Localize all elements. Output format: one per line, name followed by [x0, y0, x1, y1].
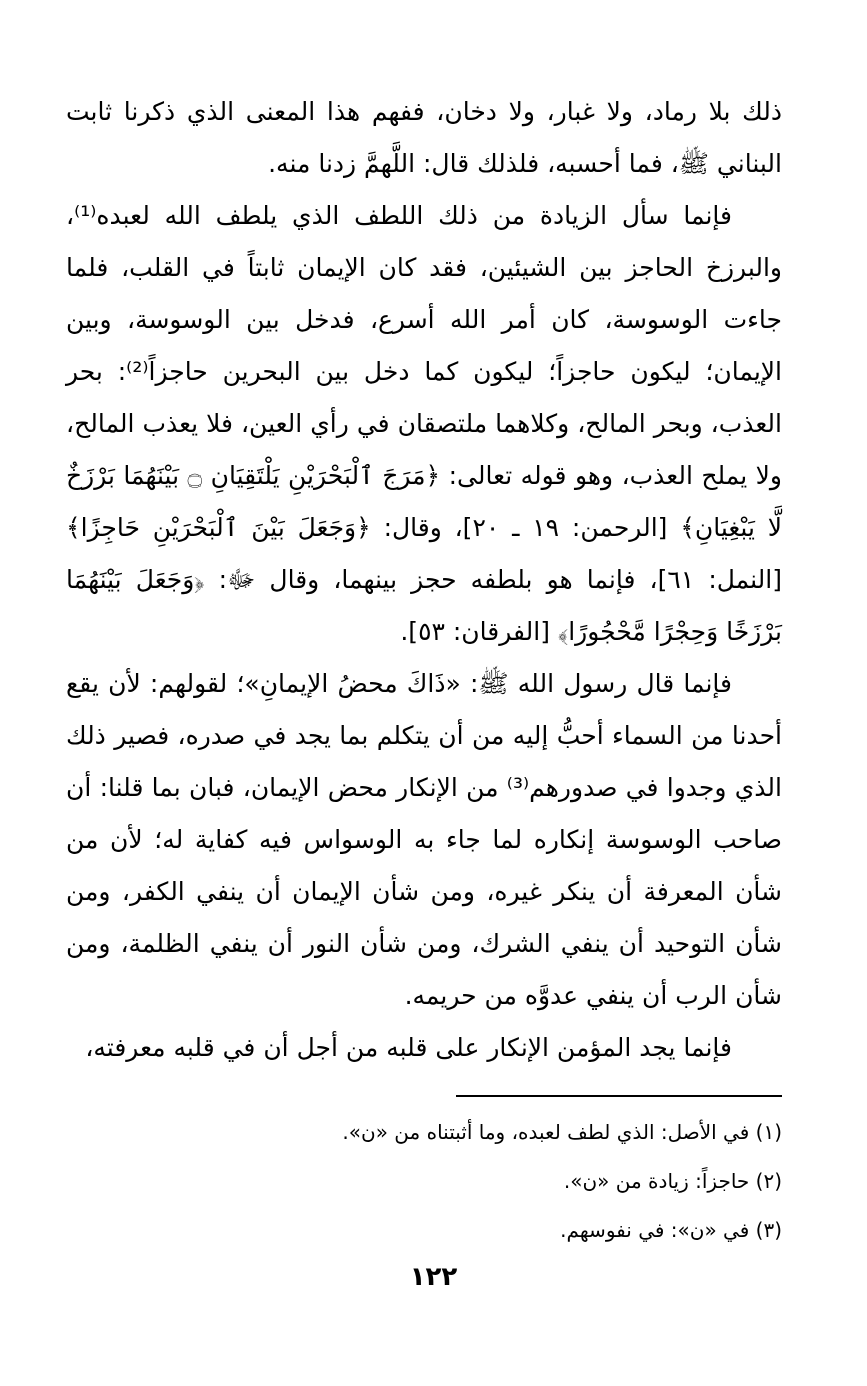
paragraph: فإنما سأل الزيادة من ذلك اللطف الذي يلطف الله لعبده⁽¹⁾، والبرزخ الحاجز بين الشيئين، فقد كان الإيمان ثابتاً في القلب، فلما جاءت الوسوسة، كان أمر الله أسرع، فدخل بين الوسوسة، وبين الإيمان؛ ليكون حاجزاً؛ ليكون كما دخل بين البحرين حاجزاً⁽²⁾: بحر العذب، وبحر المالح، وكلاهما ملتصقان في رأي العين، فلا يعذب المالح، ولا يملح العذب، وهو قوله تعالى: ﴿مَرَجَ ٱلْبَحْرَيْنِ يَلْتَقِيَانِ ۝ بَيْنَهُمَا بَرْزَخٌ لَّا يَبْغِيَانِ﴾ [الرحمن: ١٩ ـ ٢٠]، وقال: ﴿وَجَعَلَ بَيْنَ ٱلْبَحْرَيْنِ حَاجِزًا﴾ [النمل: ٦١]، فإنما هو بلطفه حجز بينهما، وقال ﷻ: ﴿وَجَعَلَ بَيْنَهُمَا بَرْزَخًا وَحِجْرًا مَّحْجُورًا﴾ [الفرقان: ٥٣].: [66, 201, 782, 646]
footnote: (٣) في «ن»: في نفوسهم.: [560, 1218, 782, 1242]
paragraph: فإنما قال رسول الله ﷺ: «ذَاكَ محضُ الإيمانِ»؛ لقولهم: لأن يقع أحدنا من السماء أحبُّ إليه من أن يتكلم بما يجد في صدره، فصير ذلك الذي وجدوا في صدورهم⁽³⁾ من الإنكار محض الإيمان، فبان بما قلنا: أن صاحب الوسوسة إنكاره لما جاء به الوسواس فيه كفاية له؛ لأن من شأن المعرفة أن ينكر غيره، ومن شأن الإيمان أن ينفي الكفر، ومن شأن التوحيد أن ينفي الشرك، ومن شأن النور أن ينفي الظلمة، ومن شأن الرب أن ينفي عدوَّه من حريمه.: [66, 669, 782, 1010]
footnote: (١) في الأصل: الذي لطف لعبده، وما أثبتناه من «ن».: [342, 1120, 782, 1144]
page-number: ١٢٢: [409, 1262, 458, 1292]
paragraph: ذلك بلا رماد، ولا غبار، ولا دخان، ففهم هذا المعنى الذي ذكرنا ثابت البناني ﷺ، فما أحسبه، فلذلك قال: اللَّهمَّ زدنا منه.: [66, 97, 782, 178]
footnotes: [120, 1108, 782, 1255]
paragraph: فإنما يجد المؤمن الإنكار على قلبه من أجل أن في قلبه معرفته،: [85, 1033, 732, 1062]
main-text: [66, 86, 782, 1074]
footnote-separator: [456, 1095, 782, 1097]
footnote: (٢) حاجزاً: زيادة من «ن».: [563, 1169, 782, 1193]
